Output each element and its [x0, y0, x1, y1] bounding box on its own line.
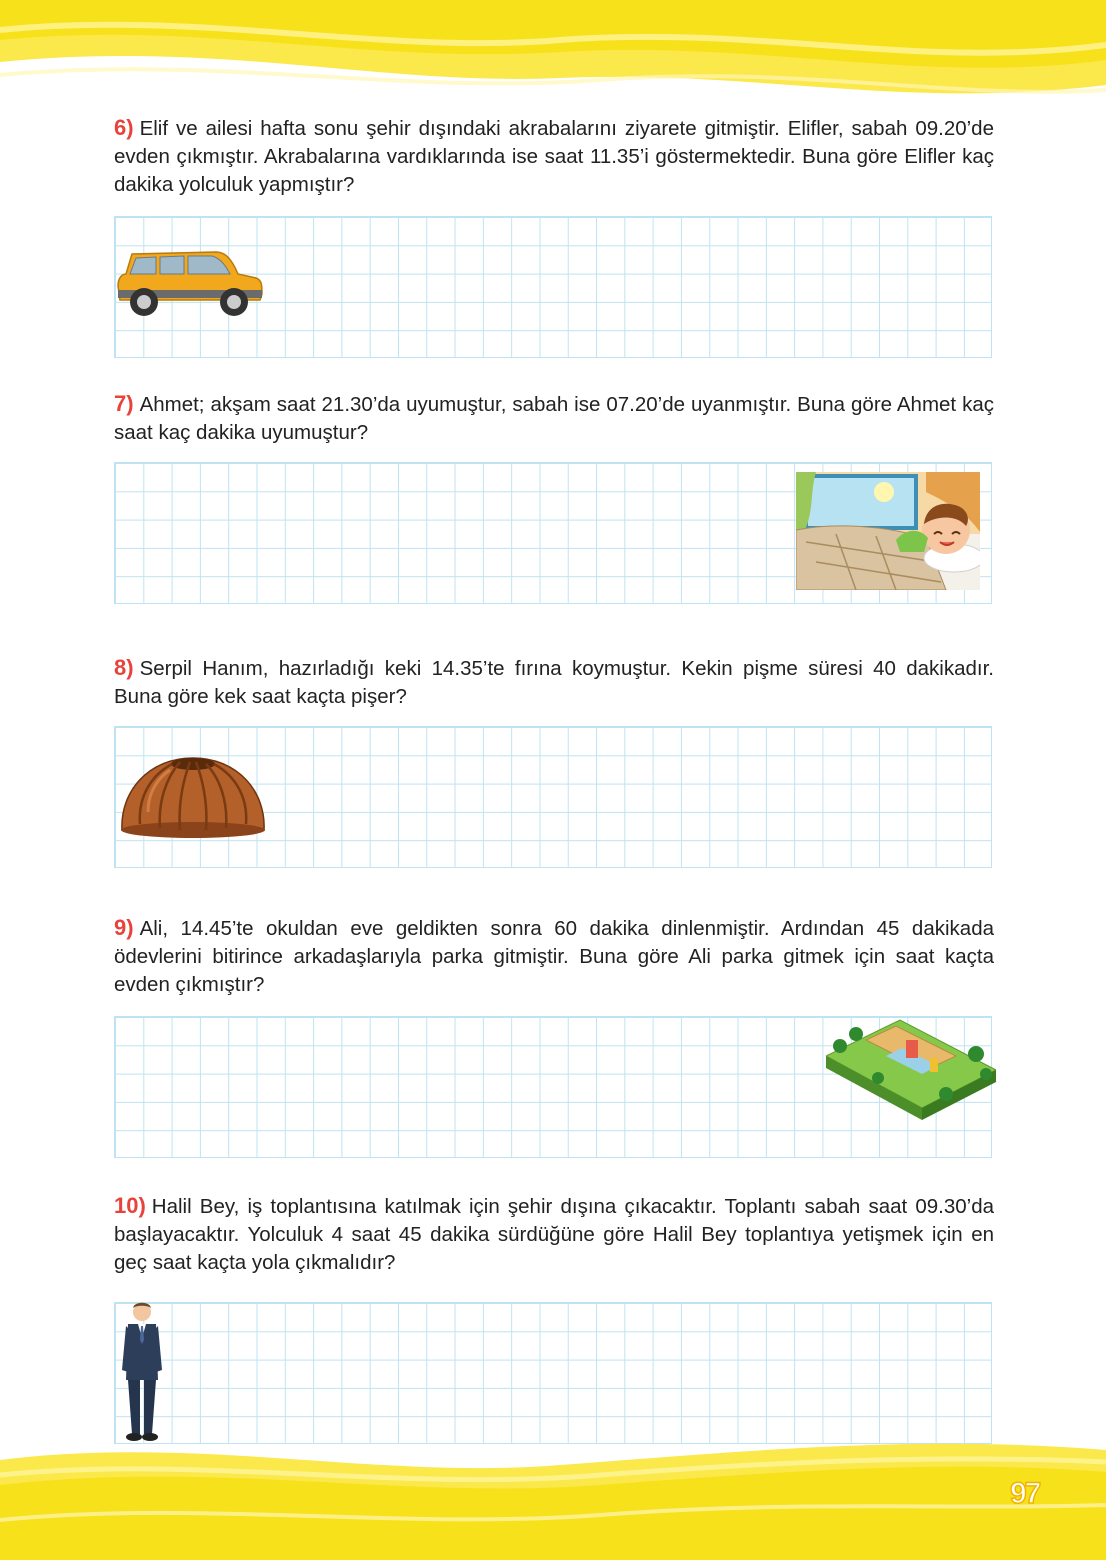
- question-10-text: [114, 1192, 994, 1277]
- question-8-number: 8): [114, 655, 134, 680]
- park-icon: [826, 1016, 996, 1128]
- question-6-text: [114, 114, 994, 199]
- question-9-number: 9): [114, 915, 134, 940]
- question-6-body: Elif ve ailesi hafta sonu şehir dışındaki akrabalarını ziyarete gitmiştir. Elifler, sabah 09.20’de evden çıkmıştır. Akrabalarına vardıklarında ise saat 11.35’i göstermektedir. Buna göre Elifler kaç dakika yolculuk yapmıştır?: [114, 117, 994, 196]
- top-wave-decoration: [0, 0, 1106, 120]
- question-8-body: Serpil Hanım, hazırladığı keki 14.35’te fırına koymuştur. Kekin pişme süresi 40 dakikadır. Buna göre kek saat kaçta pişer?: [114, 657, 994, 708]
- question-7-text: [114, 390, 994, 447]
- answer-grid-10[interactable]: [114, 1302, 992, 1444]
- question-7-number: 7): [114, 391, 134, 416]
- question-9-text: [114, 914, 994, 999]
- question-7-body: Ahmet; akşam saat 21.30’da uyumuştur, sabah ise 07.20’de uyanmıştır. Buna göre Ahmet kaç saat kaç dakika uyumuştur?: [114, 393, 994, 444]
- question-8-text: [114, 654, 994, 711]
- car-icon: [116, 246, 264, 318]
- bottom-wave-decoration: [0, 1430, 1106, 1560]
- question-9-body: Ali, 14.45’te okuldan eve geldikten sonra 60 dakika dinlenmiştir. Ardından 45 dakikada ödevlerini bitirince arkadaşlarıyla parka gitmiştir. Buna göre Ali parka gitmek için saat kaçta evden çıkmıştır?: [114, 917, 994, 996]
- question-10-body: Halil Bey, iş toplantısına katılmak için şehir dışına çıkacaktır. Toplantı sabah saat 09.30’da başlayacaktır. Yolculuk 4 saat 45 dakika sürdüğüne göre Halil Bey toplantıya yetişmek için en geç saat kaçta yola çıkmalıdır?: [114, 1195, 994, 1274]
- page-number: 97: [1010, 1477, 1040, 1510]
- sleeping-child-icon: [796, 472, 980, 590]
- question-6-number: 6): [114, 115, 134, 140]
- question-10-number: 10): [114, 1193, 146, 1218]
- bundt-cake-icon: [118, 752, 268, 840]
- businessman-icon: [120, 1300, 164, 1444]
